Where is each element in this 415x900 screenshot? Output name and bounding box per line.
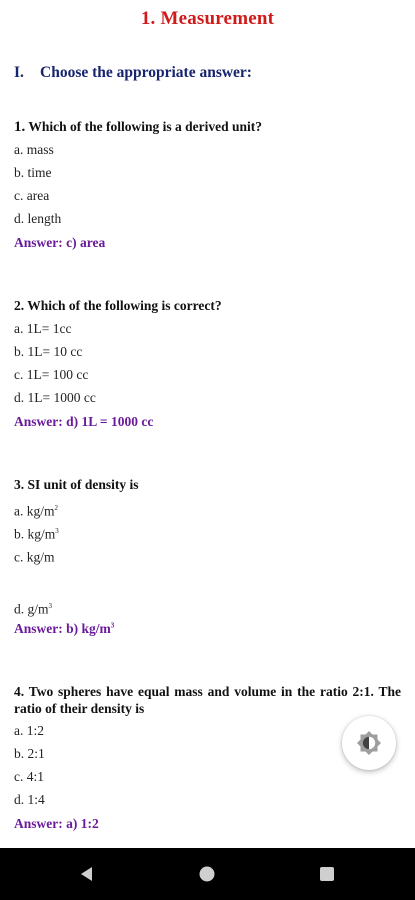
- question-3: [14, 476, 401, 493]
- question-1: [14, 118, 401, 136]
- page-title: 1. Measurement: [140, 8, 275, 29]
- answer-superscript: 3: [110, 621, 115, 630]
- option-2c: c. 1L= 100 cc: [14, 367, 89, 382]
- answer-2: Answer: d) 1L = 1000 cc: [14, 414, 154, 429]
- answer-1: Answer: c) area: [14, 235, 106, 250]
- option-4d: d. 1:4: [14, 792, 45, 807]
- question-number: 1.: [14, 119, 26, 135]
- system-navigation-bar: [0, 848, 415, 900]
- option-3a: [14, 500, 58, 520]
- home-button[interactable]: [195, 862, 219, 886]
- question-text: Which of the following is a derived unit?: [28, 119, 263, 134]
- theme-toggle-button[interactable]: [342, 716, 396, 770]
- question-text: SI unit of density is: [27, 477, 139, 492]
- section-heading-text: Choose the appropriate answer:: [40, 64, 252, 81]
- question-number: 3.: [14, 477, 25, 492]
- option-base: c. kg/m: [14, 549, 55, 565]
- answer-base: Answer: b) kg/m: [14, 621, 111, 636]
- recents-button[interactable]: [315, 862, 339, 886]
- question-number: 2.: [14, 298, 25, 313]
- back-button[interactable]: [75, 862, 99, 886]
- option-4a: a. 1:2: [14, 723, 44, 738]
- question-number: 4.: [14, 684, 25, 699]
- option-base: d. g/m: [14, 601, 49, 617]
- home-circle-icon: [198, 865, 216, 883]
- section-number: I.: [14, 64, 24, 81]
- option-1a: a. mass: [14, 142, 54, 157]
- option-base: b. kg/m: [14, 526, 56, 542]
- option-3d: [14, 598, 52, 618]
- option-3c: [14, 546, 55, 566]
- question-text: Which of the following is correct?: [27, 298, 222, 313]
- option-superscript: 3: [48, 602, 53, 610]
- back-triangle-icon: [78, 865, 96, 883]
- answer-3: [14, 621, 114, 637]
- brightness-icon: [354, 728, 384, 758]
- option-base: a. kg/m: [14, 503, 55, 519]
- option-2a: a. 1L= 1cc: [14, 321, 72, 336]
- option-superscript: 2: [54, 504, 58, 512]
- option-2b: b. 1L= 10 cc: [14, 344, 83, 359]
- option-2d: d. 1L= 1000 cc: [14, 390, 96, 405]
- option-1b: b. time: [14, 165, 52, 180]
- question-4: [14, 683, 401, 717]
- option-4b: b. 2:1: [14, 746, 45, 761]
- question-text: Two spheres have equal mass and volume in the ratio 2:1. The ratio of their density is: [14, 684, 401, 716]
- option-1d: d. length: [14, 211, 62, 226]
- section-heading: [14, 64, 252, 82]
- option-3b: [14, 523, 59, 543]
- option-1c: c. area: [14, 188, 50, 203]
- answer-4: Answer: a) 1:2: [14, 816, 99, 831]
- option-4c: c. 4:1: [14, 769, 44, 784]
- option-superscript: 3: [55, 527, 59, 535]
- question-2: [14, 297, 401, 314]
- recents-square-icon: [318, 865, 336, 883]
